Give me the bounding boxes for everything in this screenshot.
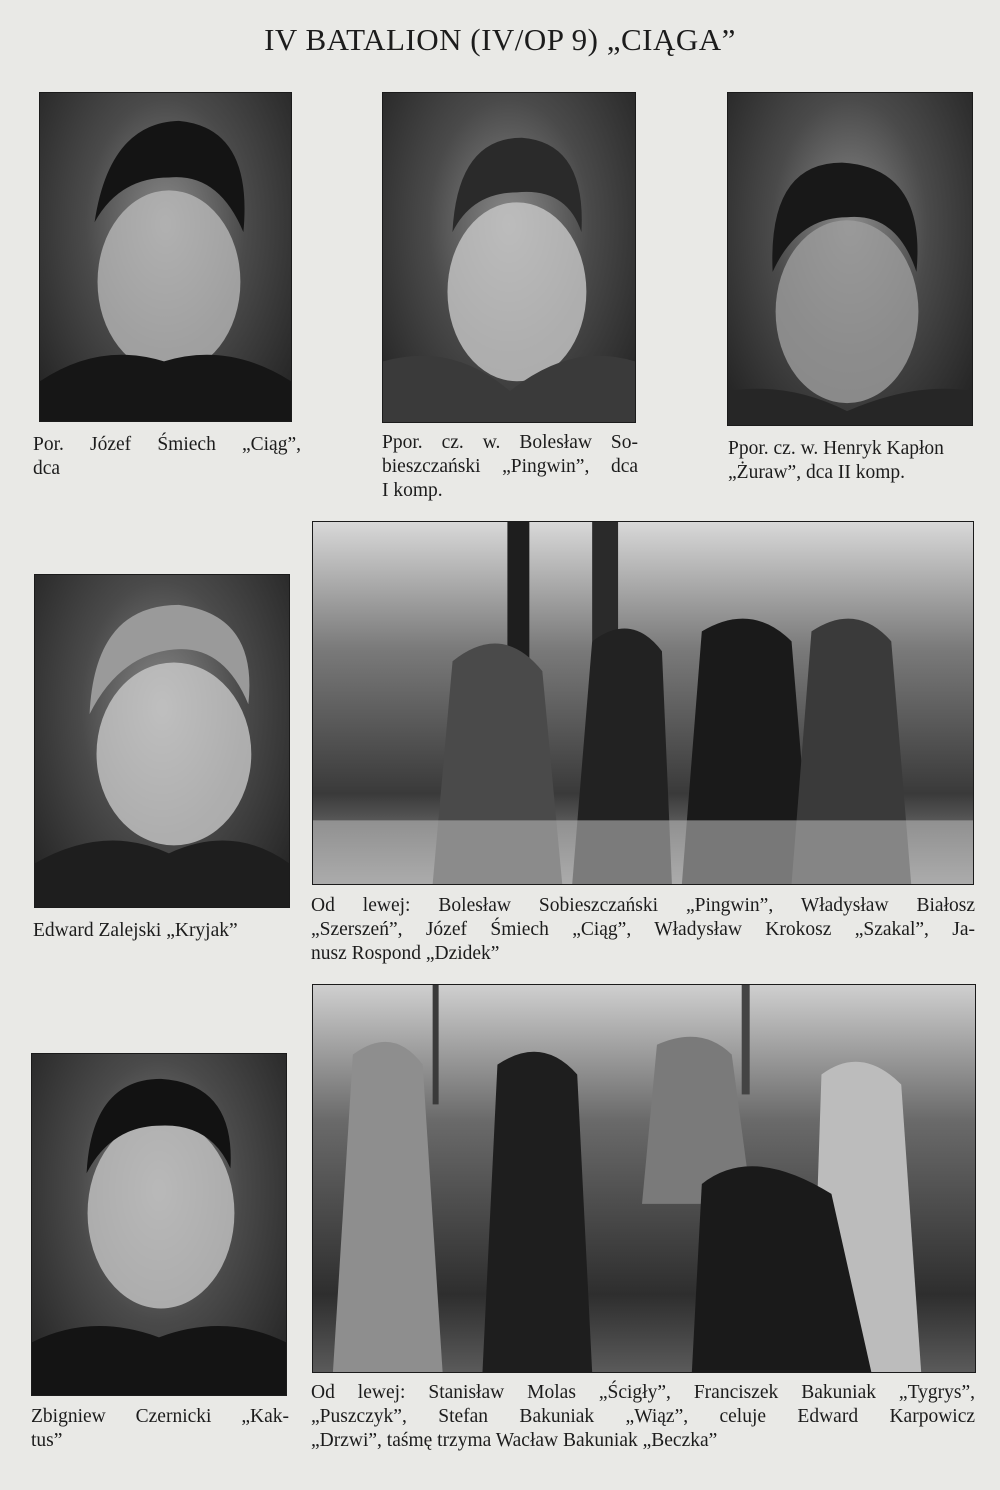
portrait-photo-kaplon	[727, 92, 973, 426]
portrait-photo-sobieszczanski	[382, 92, 636, 423]
caption-line: Od lewej: Stanisław Molas „Ścigły”, Franciszek Bakuniak „Tygrys”,	[311, 1382, 975, 1403]
caption-line: I komp.	[382, 480, 443, 501]
page-title: IV BATALION (IV/OP 9) „CIĄGA”	[264, 22, 736, 57]
portrait-photo-czernicki	[31, 1053, 287, 1396]
caption-zalejski	[33, 919, 291, 943]
portrait-silhouette	[40, 93, 291, 421]
caption-line: Edward Zalejski „Kryjak”	[33, 920, 238, 941]
caption-line: Zbigniew Czernicki „Kak-	[31, 1406, 289, 1427]
caption-line: dca	[33, 458, 61, 479]
caption-group-1	[311, 894, 975, 966]
caption-line: Od lewej: Bolesław Sobieszczański „Pingwin”, Władysław Białosz	[311, 895, 975, 916]
group-photo-1	[312, 521, 974, 885]
caption-group-2	[311, 1381, 975, 1453]
portrait-photo-smiech	[39, 92, 292, 422]
caption-line: Por. Józef Śmiech „Ciąg”,	[33, 434, 301, 455]
caption-line: „Drzwi”, taśmę trzyma Wacław Bakuniak „Beczka”	[311, 1430, 718, 1451]
caption-line: bieszczański „Pingwin”, dca	[382, 456, 638, 477]
caption-kaplon	[728, 437, 974, 485]
portrait-silhouette	[728, 93, 972, 425]
caption-line: Ppor. cz. w. Henryk Kapłon	[728, 438, 944, 459]
caption-smiech	[33, 433, 301, 481]
caption-line: „Żuraw”, dca II komp.	[728, 462, 906, 483]
caption-line: „Puszczyk”, Stefan Bakuniak „Wiąz”, celuje Edward Karpowicz	[311, 1406, 975, 1427]
portrait-silhouette	[35, 575, 289, 907]
caption-czernicki	[31, 1405, 289, 1453]
caption-line: „Szerszeń”, Józef Śmiech „Ciąg”, Władysław Krokosz „Szakal”, Ja-	[311, 919, 975, 940]
group-silhouettes	[313, 522, 973, 884]
portrait-photo-zalejski	[34, 574, 290, 908]
group-silhouettes	[313, 985, 975, 1372]
caption-sobieszczanski	[382, 431, 638, 503]
caption-line: tus”	[31, 1430, 63, 1451]
caption-line: Ppor. cz. w. Bolesław So-	[382, 432, 638, 453]
caption-line: nusz Rospond „Dzidek”	[311, 943, 500, 964]
portrait-silhouette	[32, 1054, 286, 1395]
group-photo-2	[312, 984, 976, 1373]
portrait-silhouette	[383, 93, 635, 422]
